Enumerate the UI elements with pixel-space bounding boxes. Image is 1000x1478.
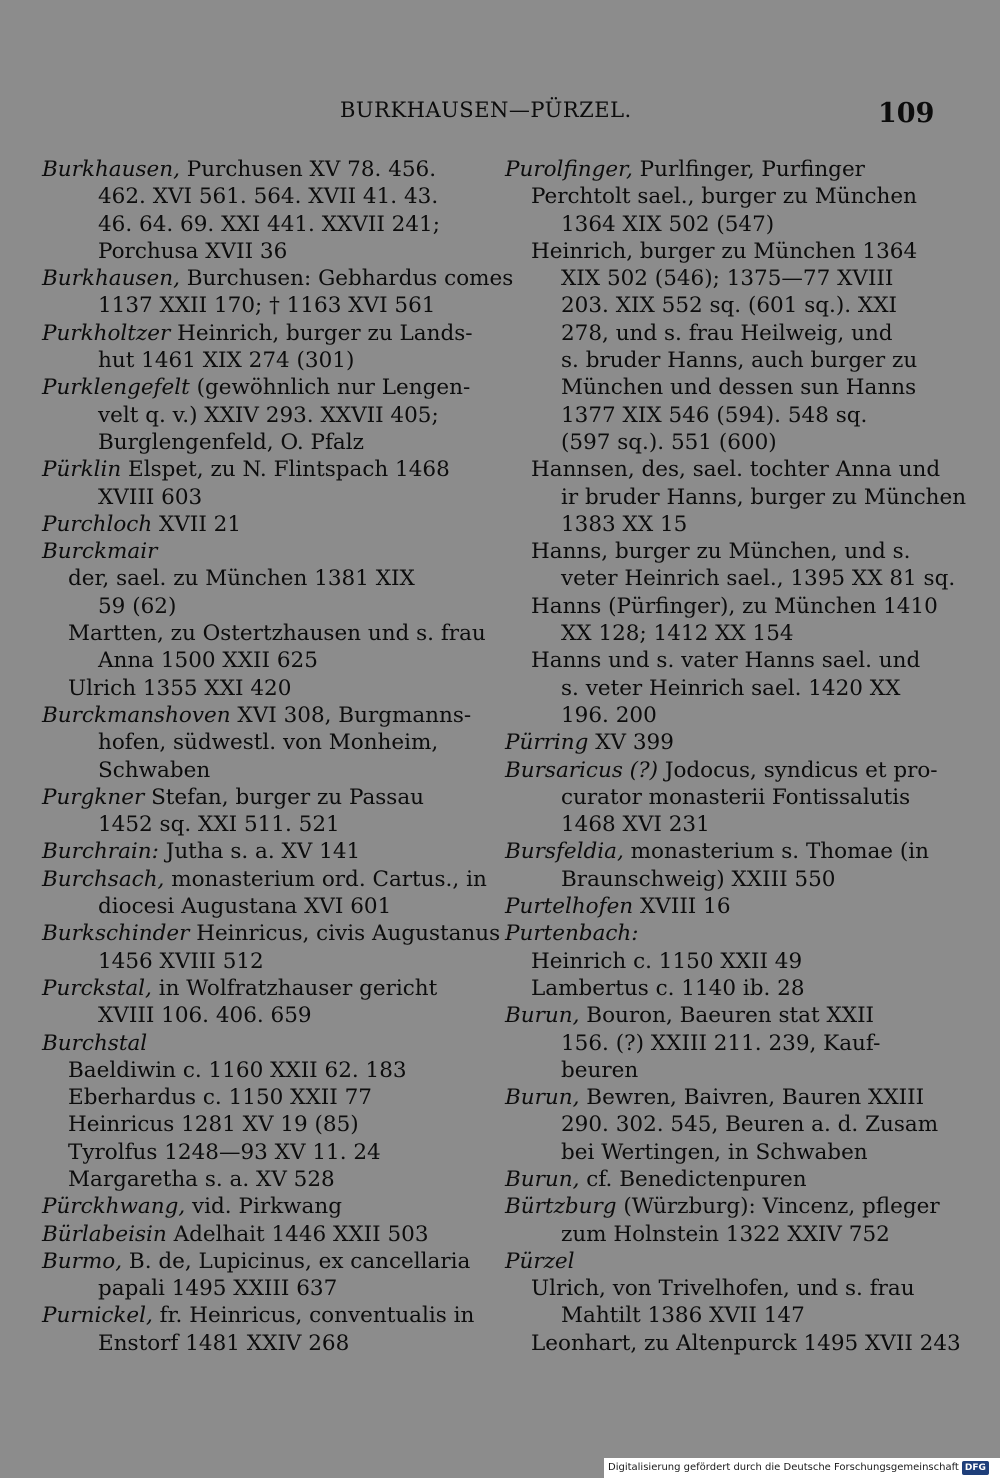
entry-text: Heinricus, civis Augustanus [189,921,501,947]
index-entry [42,374,471,456]
entry-line: s. bruder Hanns, auch burger zu [561,348,918,374]
entry-line: Margaretha s. a. XV 528 [68,1166,335,1192]
entry-first-line [42,1248,471,1275]
entry-line: Eberhardus c. 1150 XXII 77 [68,1085,372,1111]
index-entry [42,265,514,320]
entry-line: Heinricus 1281 XV 19 (85) [68,1112,359,1138]
entry-first-line [505,893,929,920]
entry-headword: Burun, [505,1085,580,1111]
entry-line: Lambertus c. 1140 ib. 28 [531,975,805,1001]
entry-line: 462. XVI 561. 564. XVII 41. 43. [98,184,439,210]
entry-line: zum Holnstein 1322 XXIV 752 [561,1221,890,1247]
entry-line: Hanns (Pürfinger), zu München 1410 [531,593,938,619]
entry-line: Enstorf 1481 XXIV 268 [98,1330,350,1356]
entry-line: s. veter Heinrich sael. 1420 XX [561,675,901,701]
index-entry [505,1166,929,1193]
entry-line: XX 128; 1412 XX 154 [561,621,794,647]
index-entry [42,511,466,538]
index-entry [42,975,466,1030]
entry-headword: Purtenbach: [505,921,639,947]
index-entry [505,729,929,756]
entry-headword: Purkholtzer [42,320,171,346]
entry-line: 203. XIX 552 sq. (601 sq.). XXI [561,293,898,319]
index-entry [42,156,466,265]
entry-line: 1383 XX 15 [561,511,688,537]
entry-line: 1377 XIX 546 (594). 548 sq. [561,402,868,428]
entry-headword: Purchloch [42,511,153,537]
index-entry [42,538,486,702]
index-entry [42,1248,471,1303]
footer-banner [604,1458,1000,1478]
entry-line: Hannsen, des, sael. tochter Anna und [531,457,941,483]
entry-text: monasterium s. Thomae (in [623,839,929,865]
entry-text: XV 399 [588,730,674,756]
entry-text: XVI 308, Burgmanns- [230,702,472,728]
entry-text: fr. Heinricus, conventualis in [152,1303,475,1329]
entry-line: 1137 XXII 170; † 1163 XVI 561 [98,293,436,319]
index-entry [505,893,929,920]
index-entry [42,1302,475,1357]
entry-line: Perchtolt sael., burger zu München [531,184,917,210]
entry-text: in Wolfratzhauser gericht [151,975,438,1001]
entry-headword: Bürlabeisin [42,1221,167,1247]
entry-headword: Burckmanshoven [42,702,231,728]
index-entry [505,1002,929,1084]
entry-line: velt q. v.) XXIV 293. XXVII 405; [98,402,439,428]
entry-text: Elspet, zu N. Flintspach 1468 [121,457,450,483]
entry-first-line [42,866,487,893]
entry-text: cf. Benedictenpuren [579,1166,807,1192]
entry-text: Burchusen: Gebhardus comes [179,266,514,292]
entry-text: Bewren, Baivren, Bauren XXIII [579,1085,925,1111]
entry-headword: Burchstal [42,1030,148,1056]
entry-headword: Bursfeldia, [505,839,624,865]
entry-text: XVIII 16 [633,894,731,920]
entry-first-line [505,1166,929,1193]
index-entry [42,456,466,511]
entry-line: bei Wertingen, in Schwaben [561,1139,868,1165]
entry-text: B. de, Lupicinus, ex cancellaria [122,1248,471,1274]
entry-first-line [42,456,466,483]
entry-line: 46. 64. 69. XXI 441. XXVII 241; [98,211,440,237]
entry-first-line [42,1030,466,1057]
entry-first-line [505,838,929,865]
entry-line: Baeldiwin c. 1160 XXII 62. 183 [68,1057,407,1083]
entry-headword: Burkhausen, [42,266,180,292]
running-head: BURKHAUSEN—PÜRZEL. [340,98,632,122]
entry-text: Purlfinger, Purfinger [632,157,865,182]
entry-headword: Burmo, [42,1248,123,1274]
entry-first-line [505,1002,929,1029]
entry-line: 290. 302. 545, Beuren a. d. Zusam [561,1112,939,1138]
entry-line: Hanns, burger zu München, und s. [531,539,911,565]
entry-first-line [42,156,466,183]
index-entry [505,156,967,729]
entry-line: München und dessen sun Hanns [561,375,917,401]
entry-headword: Bürtzburg [505,1194,617,1220]
entry-text: vid. Pirkwang [185,1194,342,1220]
index-entry [42,1221,466,1248]
entry-line: XIX 502 (546); 1375—77 XVIII [561,266,894,292]
entry-headword: Purnickel, [42,1303,153,1329]
footer-text: Digitalisierung gefördert durch die Deutsche Forschungsgemeinschaft [608,1462,959,1473]
entry-line: Burglengenfeld, O. Pfalz [98,429,364,455]
index-entry [505,838,929,893]
entry-headword: Purckstal, [42,975,152,1001]
entry-first-line [42,1193,466,1220]
entry-first-line [505,1193,940,1220]
entry-text: Heinrich, burger zu Lands- [170,320,473,346]
entry-text: (gewöhnlich nur Lengen- [189,375,471,401]
entry-headword: Bursaricus (?) [505,757,658,783]
index-entry [42,866,487,921]
dfg-logo: DFG [962,1461,989,1475]
entry-first-line [42,1221,466,1248]
entry-line: Martten, zu Ostertzhausen und s. frau [68,621,486,647]
entry-text: XVII 21 [152,511,242,537]
entry-line: 59 (62) [98,593,177,619]
index-entry [42,784,466,839]
index-entry [42,838,466,865]
entry-headword: Pürring [505,730,589,756]
entry-line: XVIII 603 [98,484,203,510]
entry-headword: Purolfinger, [505,157,633,182]
entry-line: Tyrolfus 1248—93 XV 11. 24 [68,1139,381,1165]
entry-line: Hanns und s. vater Hanns sael. und [531,648,921,674]
entry-first-line [505,1084,929,1111]
entry-line: Porchusa XVII 36 [98,238,288,264]
entry-first-line [505,729,929,756]
entry-text: (Würzburg): Vincenz, pfleger [616,1194,940,1220]
entry-first-line [505,156,929,183]
entry-headword: Purgkner [42,784,145,810]
index-entry [505,757,938,839]
entry-line: Ulrich, von Trivelhofen, und s. frau [531,1276,915,1302]
entry-line: Braunschweig) XXIII 550 [561,866,836,892]
entry-line: hofen, südwestl. von Monheim, [98,730,439,756]
right-column [505,156,967,1357]
index-entry [505,920,929,1002]
entry-headword: Burkschinder [42,921,190,947]
entry-first-line [42,538,466,565]
entry-line: curator monasterii Fontissalutis [561,784,911,810]
entry-line: 196. 200 [561,702,657,728]
entry-first-line [42,1302,475,1329]
entry-line: Heinrich c. 1150 XXII 49 [531,948,803,974]
entry-headword: Pürckhwang, [42,1194,186,1220]
entry-first-line [42,320,473,347]
entry-headword: Purtelhofen [505,894,634,920]
entry-headword: Purklengefelt [42,375,190,401]
entry-headword: Burchsach, [42,866,165,892]
index-entry [505,1193,940,1248]
entry-first-line [42,975,466,1002]
entry-line: Schwaben [98,757,211,783]
entry-headword: Burun, [505,1166,580,1192]
entry-text: monasterium ord. Cartus., in [164,866,487,892]
entry-line: Mahtilt 1386 XVII 147 [561,1303,805,1329]
entry-text: Stefan, burger zu Passau [144,784,424,810]
entry-line: veter Heinrich sael., 1395 XX 81 sq. [561,566,956,592]
entry-first-line [42,265,514,292]
entry-text: Bouron, Baeuren stat XXII [579,1003,875,1029]
entry-headword: Burchrain: [42,839,159,865]
entry-line: Leonhart, zu Altenpurck 1495 XVII 243 [531,1330,961,1356]
entry-first-line [42,511,466,538]
entry-text: Jodocus, syndicus et pro- [658,757,938,783]
entry-headword: Burkhausen, [42,157,180,182]
entry-first-line [42,702,472,729]
entry-line: 1456 XVIII 512 [98,948,264,974]
entry-first-line [42,374,471,401]
entry-line: papali 1495 XXIII 637 [98,1276,338,1302]
entry-line: der, sael. zu München 1381 XIX [68,566,415,592]
entry-line: diocesi Augustana XVI 601 [98,894,392,920]
entry-line: 1468 XVI 231 [561,812,710,838]
entry-line: XVIII 106. 406. 659 [98,1003,312,1029]
index-entry [42,320,473,375]
entry-line: 156. (?) XXIII 211. 239, Kauf- [561,1030,881,1056]
entry-first-line [505,1248,929,1275]
index-entry [42,1193,466,1220]
entry-line: hut 1461 XIX 274 (301) [98,348,355,374]
entry-headword: Burckmair [42,539,158,565]
index-entry [42,702,472,784]
index-entry [42,1030,466,1194]
entry-line: beuren [561,1057,639,1083]
index-entry [505,1084,939,1166]
entry-first-line [42,784,466,811]
index-entry [505,1248,961,1357]
entry-line: 1452 sq. XXI 511. 521 [98,812,340,838]
entry-line: 1364 XIX 502 (547) [561,211,775,237]
entry-headword: Burun, [505,1003,580,1029]
entry-first-line [42,920,501,947]
entry-line: Ulrich 1355 XXI 420 [68,675,292,701]
left-column [42,156,514,1357]
entry-text: Adelhait 1446 XXII 503 [166,1221,429,1247]
index-entry [42,920,501,975]
entry-line: ir bruder Hanns, burger zu München [561,484,967,510]
entry-line: Anna 1500 XXII 625 [98,648,318,674]
entry-first-line [42,838,466,865]
entry-text: Purchusen XV 78. 456. [179,157,437,182]
entry-headword: Pürzel [505,1248,575,1274]
entry-line: Heinrich, burger zu München 1364 [531,238,918,264]
page-number: 109 [878,98,935,129]
entry-text: Jutha s. a. XV 141 [158,839,361,865]
entry-line: 278, und s. frau Heilweig, und [561,320,893,346]
entry-headword: Pürklin [42,457,122,483]
entry-line: (597 sq.). 551 (600) [561,429,777,455]
entry-first-line [505,920,929,947]
entry-first-line [505,757,938,784]
